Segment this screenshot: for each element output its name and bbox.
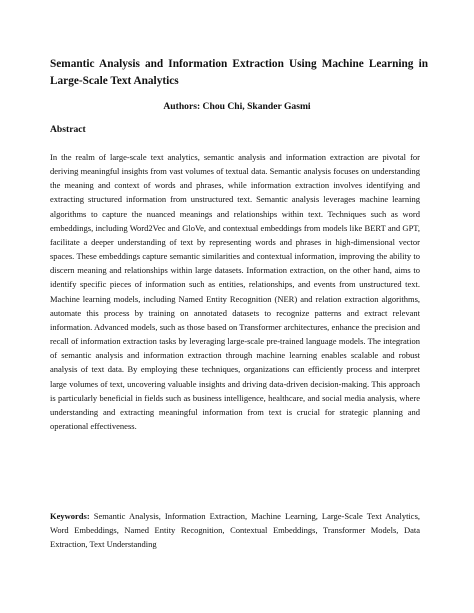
keywords-paragraph — [50, 509, 420, 551]
author-line: Authors: Chou Chi, Skander Gasmi — [163, 101, 311, 112]
keywords-list: Semantic Analysis, Information Extraction, Machine Learning, Large-Scale Text Analytics, Word Embeddings, Named Entity Recognition, Contextual Embeddings, Transformer Models, Data Extraction, Text Understanding — [50, 511, 421, 550]
keywords-label: Keywords: — [50, 511, 90, 521]
paper-title: Semantic Analysis and Information Extraction Using Machine Learning in Large-Scale Text Analytics — [50, 58, 428, 87]
abstract-heading: Abstract — [50, 124, 86, 135]
abstract-body: In the realm of large-scale text analytics, semantic analysis and information extraction are pivotal for deriving meaningful insights from vast volumes of textual data. Semantic analysis focuses on understanding the meaning and context of words and phrases, while information extraction involves identifying and extracting structured information from unstructured text. Semantic analysis leverages machine learning algorithms to capture the nuanced meanings and relationships within text. Techniques such as word embeddings, including Word2Vec and GloVe, and contextual embeddings from models like BERT and GPT, facilitate a deeper understanding of text by representing words and phrases in high-dimensional vector spaces. These embeddings capture semantic similarities and contextual information, improving the ability to discern meaning and relationships within large datasets. Information extraction, on the other hand, aims to identify specific pieces of information such as entities, relationships, and events from unstructured text. Machine learning models, including Named Entity Recognition (NER) and relation extraction algorithms, automate this process by training on annotated datasets to recognize patterns and extract relevant information. Advanced models, such as those based on Transformer architectures, enhance the precision and recall of information extraction tasks by leveraging large-scale pre-trained language models. The integration of semantic analysis and information extraction through machine learning enables scalable and robust analysis of text data. By employing these techniques, organizations can efficiently process and interpret large volumes of text, uncovering valuable insights and driving data-driven decision-making. This approach is particularly beneficial in fields such as business intelligence, healthcare, and social media analysis, where understanding and extracting meaningful information from text is crucial for strategic planning and operational effectiveness. — [50, 152, 420, 431]
